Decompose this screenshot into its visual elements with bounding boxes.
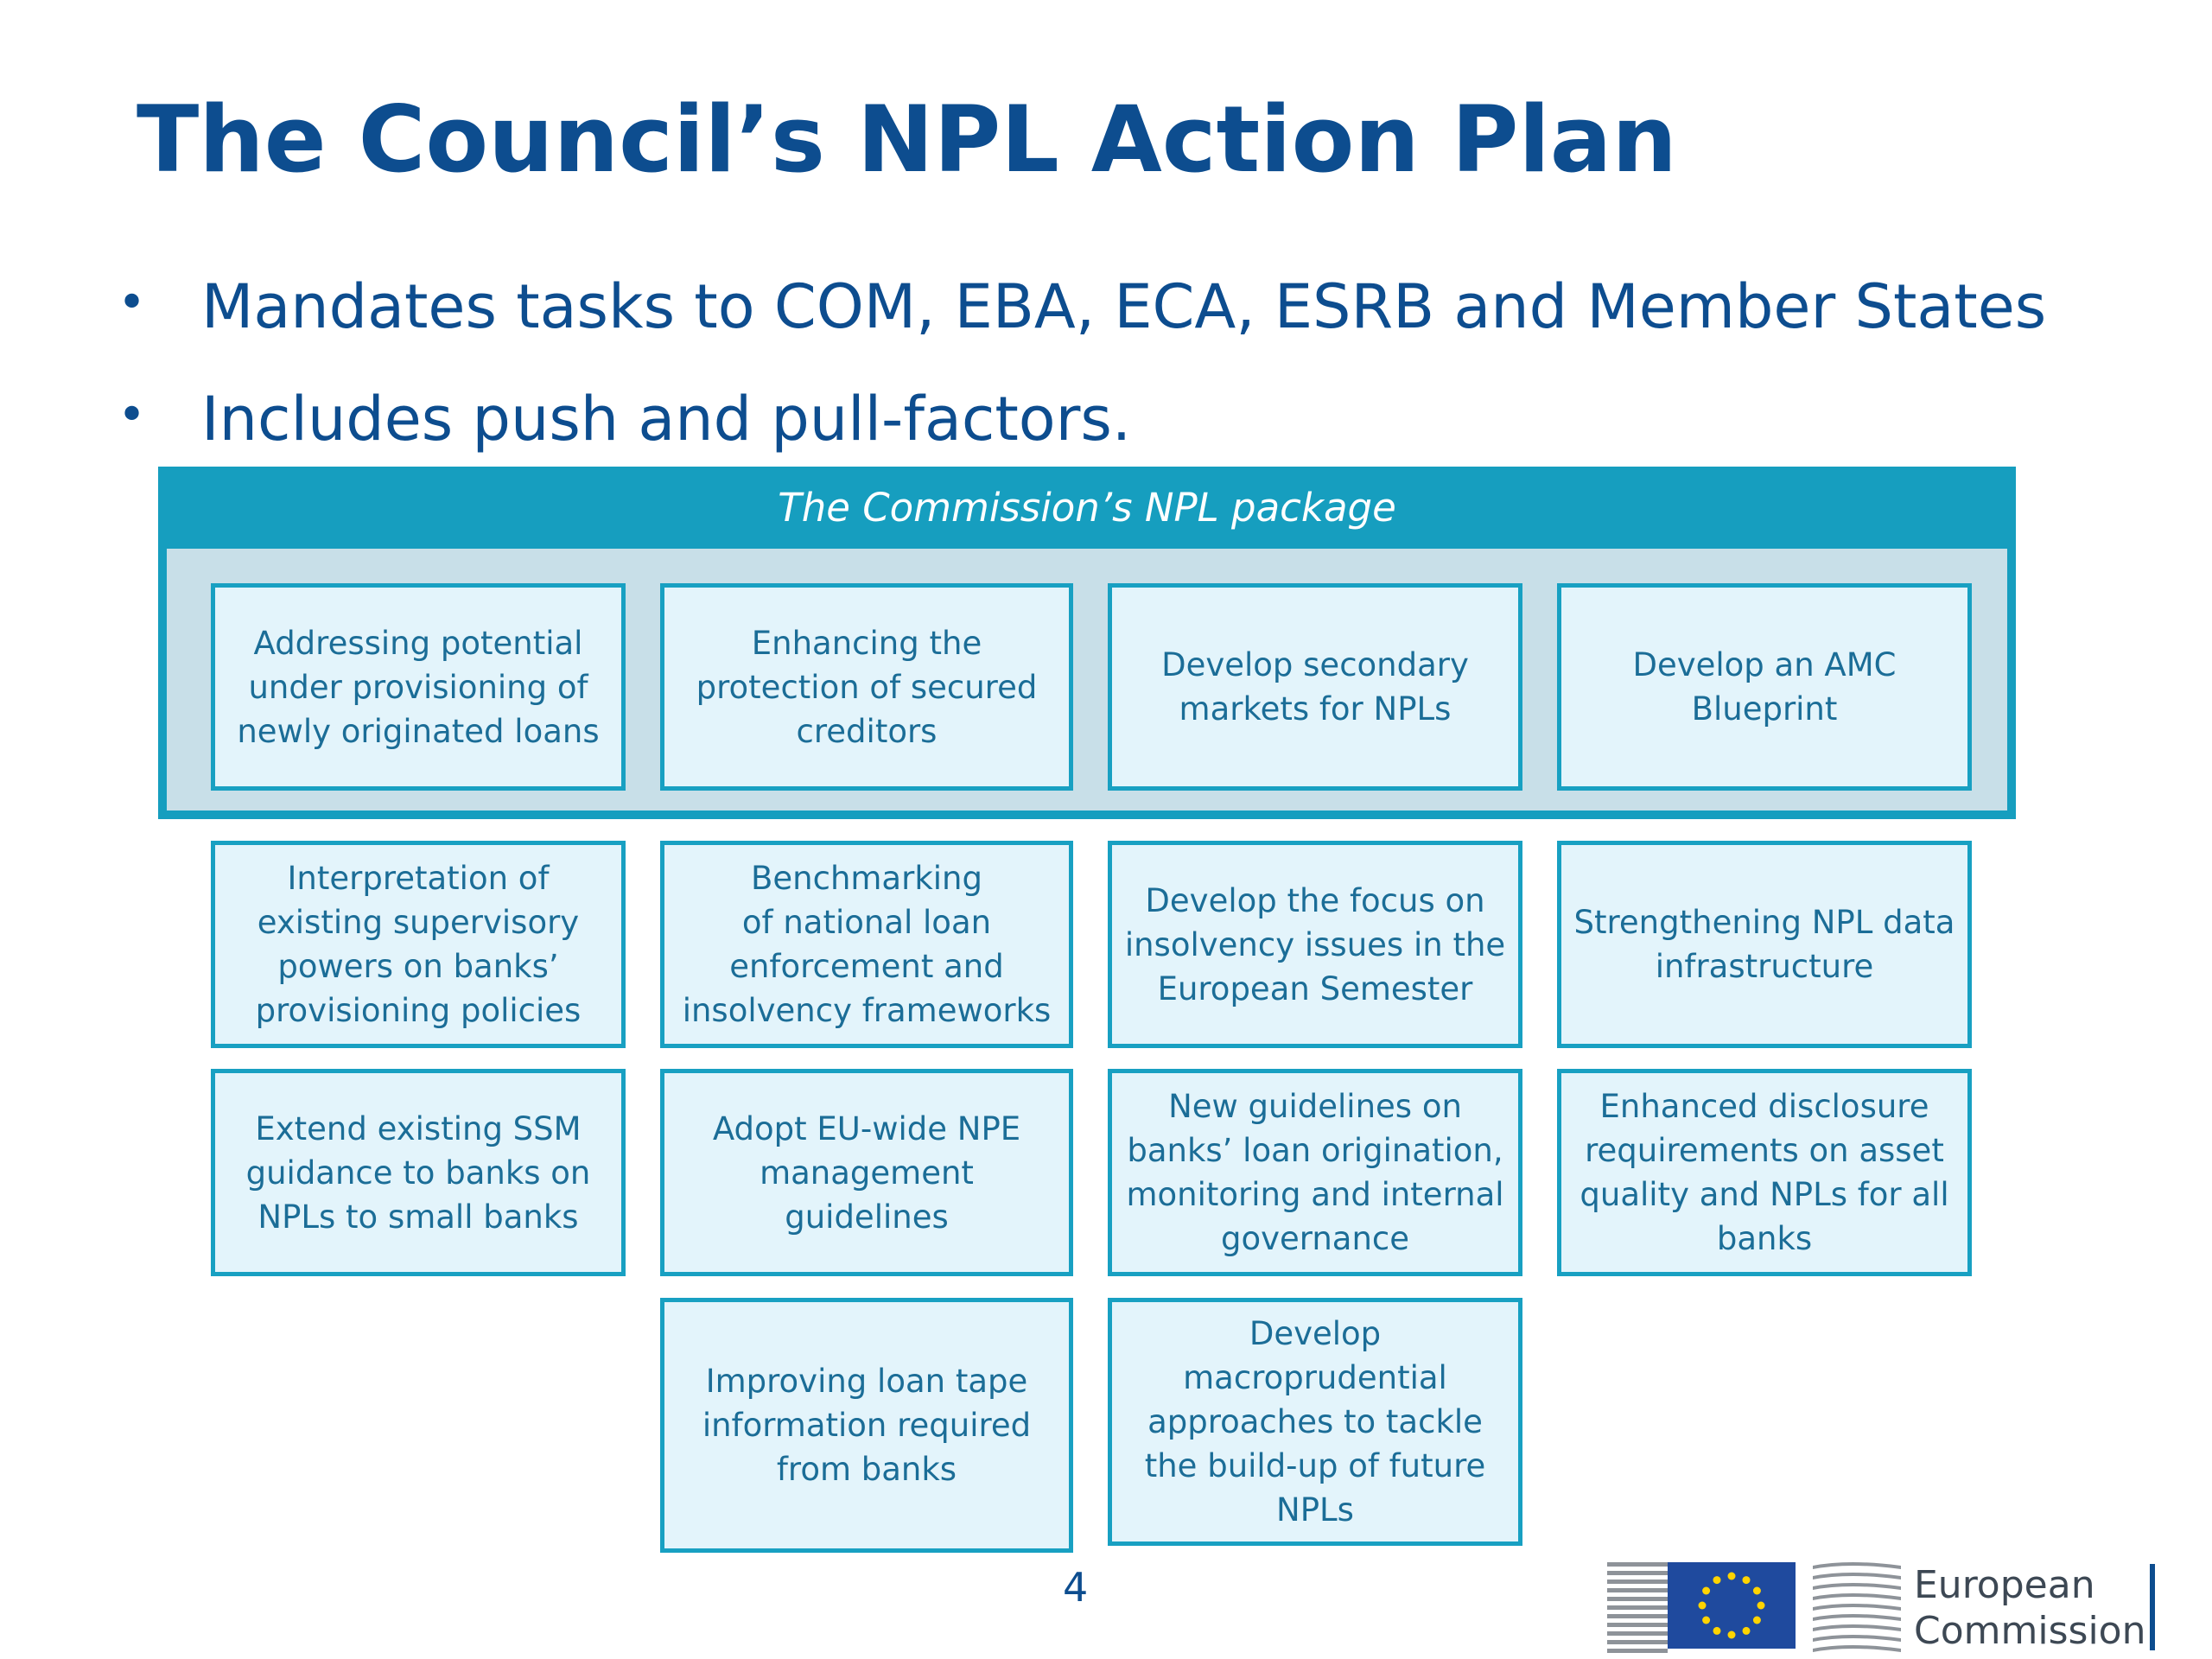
- package-box-secondary-markets: [1108, 583, 1522, 791]
- action-box-npe-guidelines: [660, 1069, 1073, 1276]
- action-box-loan-tape: [660, 1298, 1073, 1553]
- package-box-label: Develop an AMC Blueprint: [1632, 646, 1897, 728]
- action-box-label: Adopt EU-wide NPE management guidelines: [712, 1109, 1021, 1236]
- action-box-label: Benchmarking of national loan enforcement and insolvency frameworks: [682, 860, 1052, 1029]
- flag-star: [1753, 1617, 1761, 1624]
- action-box-label: New guidelines on banks’ loan origination, monitoring and internal governance: [1126, 1088, 1504, 1257]
- package-box-label: Addressing potential under provisioning of newly originated loans: [237, 624, 600, 750]
- flag-star: [1699, 1602, 1707, 1610]
- action-box-label: Interpretation of existing supervisory powers on banks’ provisioning policies: [255, 860, 582, 1029]
- slide-title: The Council’s NPL Action Plan: [137, 86, 1677, 193]
- flag-star: [1702, 1587, 1710, 1595]
- action-box-ssm-guidance: [211, 1069, 626, 1276]
- logo-line-1: European: [1914, 1563, 2095, 1607]
- action-box-european-semester: [1108, 841, 1522, 1048]
- page-number: 4: [1063, 1564, 1089, 1611]
- logo-line-2: Commission: [1914, 1609, 2146, 1653]
- flag-star: [1743, 1627, 1751, 1635]
- bullet-list: [111, 259, 2046, 484]
- flag-star: [1713, 1627, 1721, 1635]
- package-box-label: Enhancing the protection of secured creditors: [696, 624, 1038, 750]
- action-box-data-infrastructure: [1557, 841, 1972, 1048]
- package-box-secured-creditors: [660, 583, 1073, 791]
- action-box-label: Enhanced disclosure requirements on asset quality and NPLs for all banks: [1580, 1088, 1949, 1257]
- action-box-loan-origination: [1108, 1069, 1522, 1276]
- flag-star: [1702, 1617, 1710, 1624]
- npl-package-title: The Commission’s NPL package: [778, 485, 1396, 531]
- action-box-macroprudential: [1108, 1298, 1522, 1546]
- flag-star: [1728, 1631, 1736, 1639]
- bullet-item: • Mandates tasks to COM, EBA, ECA, ESRB and Member States: [111, 259, 2046, 372]
- action-box-supervisory-powers: [211, 841, 626, 1048]
- bullet-item: • Includes push and pull-factors.: [111, 372, 2046, 484]
- action-box-label: Improving loan tape information required from banks: [702, 1363, 1032, 1488]
- action-box-label: Develop macroprudential approaches to tackle the build-up of future NPLs: [1144, 1315, 1486, 1529]
- flag-star: [1758, 1602, 1765, 1610]
- package-box-provisioning: [211, 583, 626, 791]
- action-box-label: Strengthening NPL data infrastructure: [1573, 904, 1955, 985]
- flag-star: [1728, 1573, 1736, 1580]
- action-box-label: Develop the focus on insolvency issues in the European Semester: [1124, 881, 1506, 1007]
- package-box-amc-blueprint: [1557, 583, 1972, 791]
- flag-star: [1713, 1576, 1721, 1584]
- action-box-benchmarking: [660, 841, 1073, 1048]
- package-box-label: Develop secondary markets for NPLs: [1161, 646, 1469, 728]
- action-box-disclosure: [1557, 1069, 1972, 1276]
- flag-star: [1753, 1587, 1761, 1595]
- logo-wordmark: [1914, 1562, 2145, 1654]
- logo-divider: [2150, 1564, 2155, 1650]
- action-box-label: Extend existing SSM guidance to banks on NPLs to small banks: [245, 1109, 591, 1236]
- flag-star: [1743, 1576, 1751, 1584]
